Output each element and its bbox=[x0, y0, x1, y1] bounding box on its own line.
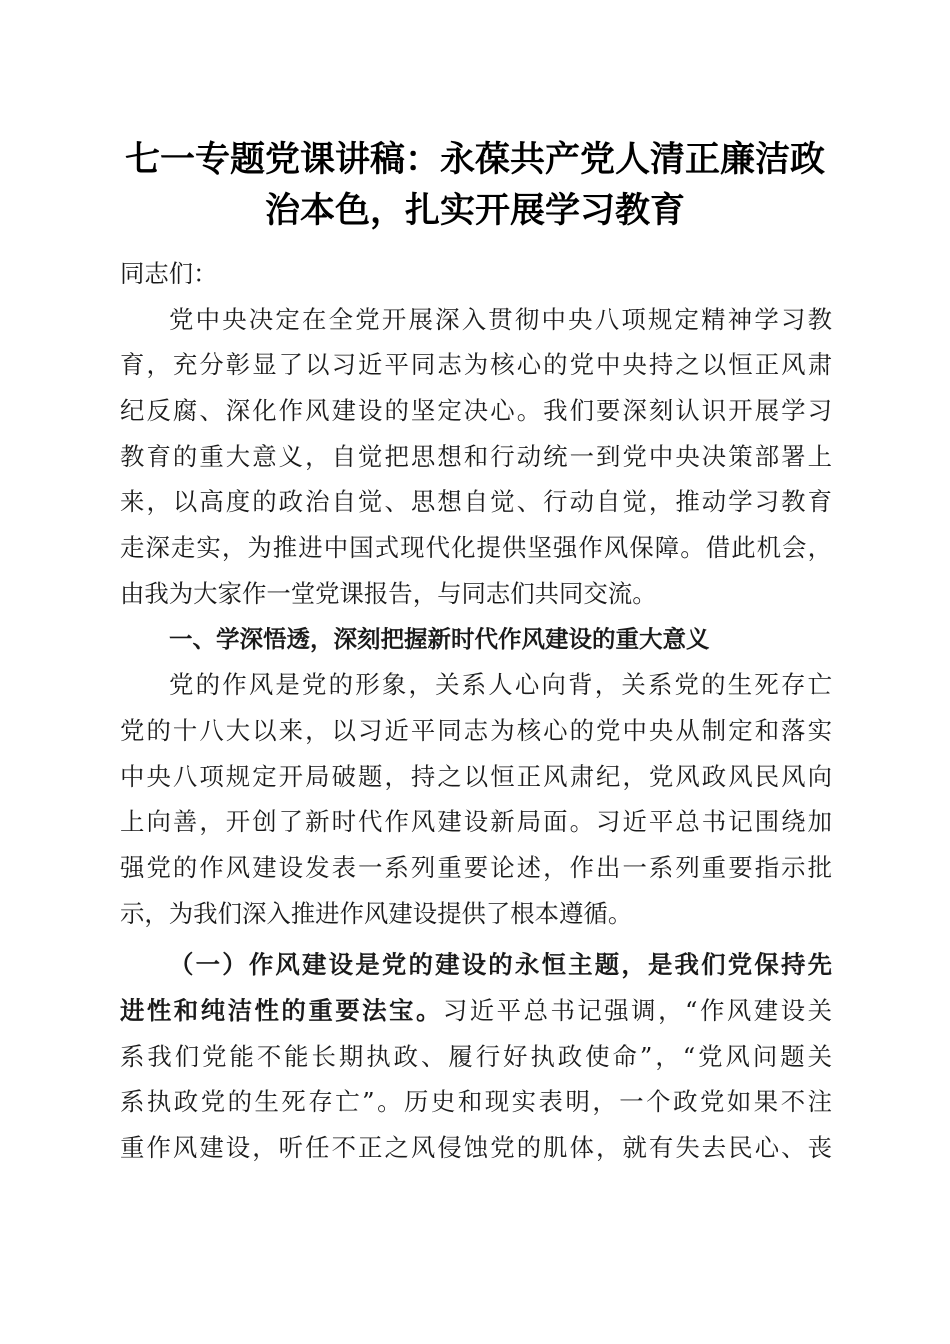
subsection-heading-line: （一）作风建设是党的建设的永恒主题，是我们党保持先 bbox=[169, 950, 832, 980]
subsection-line-rest: 习近平总书记强调，“作风建设关 bbox=[442, 996, 832, 1025]
intro-line: 来，以高度的政治自觉、思想自觉、行动自觉，推动学习教育 bbox=[120, 487, 832, 517]
title-line-1: 七一专题党课讲稿：永葆共产党人清正廉洁政 bbox=[124, 139, 825, 180]
section1-line: 强党的作风建设发表一系列重要论述，作出一系列重要指示批 bbox=[120, 852, 832, 882]
section1-line: 示，为我们深入推进作风建设提供了根本遵循。 bbox=[120, 898, 633, 928]
intro-line: 由我为大家作一堂党课报告，与同志们共同交流。 bbox=[120, 578, 657, 608]
title-line-2: 治本色，扎实开展学习教育 bbox=[264, 190, 685, 231]
intro-line: 党中央决定在全党开展深入贯彻中央八项规定精神学习教 bbox=[169, 304, 832, 334]
intro-line: 走深走实，为推进中国式现代化提供坚强作风保障。借此机会， bbox=[120, 533, 832, 563]
subsection-line: 系执政党的生死存亡”。历史和现实表明，一个政党如果不注 bbox=[120, 1087, 832, 1117]
section1-line: 党的作风是党的形象，关系人心向背，关系党的生死存亡 bbox=[169, 670, 832, 700]
section1-line: 党的十八大以来，以习近平同志为核心的党中央从制定和落实 bbox=[120, 715, 832, 745]
section-heading: 一、学深悟透，深刻把握新时代作风建设的重大意义 bbox=[169, 624, 710, 653]
section1-line: 中央八项规定开局破题，持之以恒正风肃纪，党风政风民风向 bbox=[120, 761, 832, 791]
intro-line: 教育的重大意义，自觉把思想和行动统一到党中央决策部署上 bbox=[120, 441, 832, 471]
section1-paragraph bbox=[120, 662, 832, 936]
intro-line: 育，充分彰显了以习近平同志为核心的党中央持之以恒正风肃 bbox=[120, 350, 832, 380]
subsection-line: 重作风建设，听任不正之风侵蚀党的肌体，就有失去民心、丧 bbox=[120, 1133, 832, 1163]
subsection-heading-tail: 进性和纯洁性的重要法宝。 bbox=[120, 996, 443, 1025]
subsection-line: 系我们党能不能长期执政、履行好执政使命”，“党风问题关 bbox=[120, 1041, 832, 1071]
section1-line: 上向善，开创了新时代作风建设新局面。习近平总书记围绕加 bbox=[120, 807, 832, 837]
subsection1-paragraph bbox=[120, 942, 832, 1170]
intro-paragraph bbox=[120, 297, 832, 617]
document-title bbox=[100, 134, 850, 236]
intro-line: 纪反腐、深化作风建设的坚定决心。我们要深刻认识开展学习 bbox=[120, 396, 832, 426]
salutation: 同志们： bbox=[120, 259, 218, 288]
subsection-line bbox=[120, 988, 832, 1034]
document-body bbox=[120, 251, 832, 1171]
